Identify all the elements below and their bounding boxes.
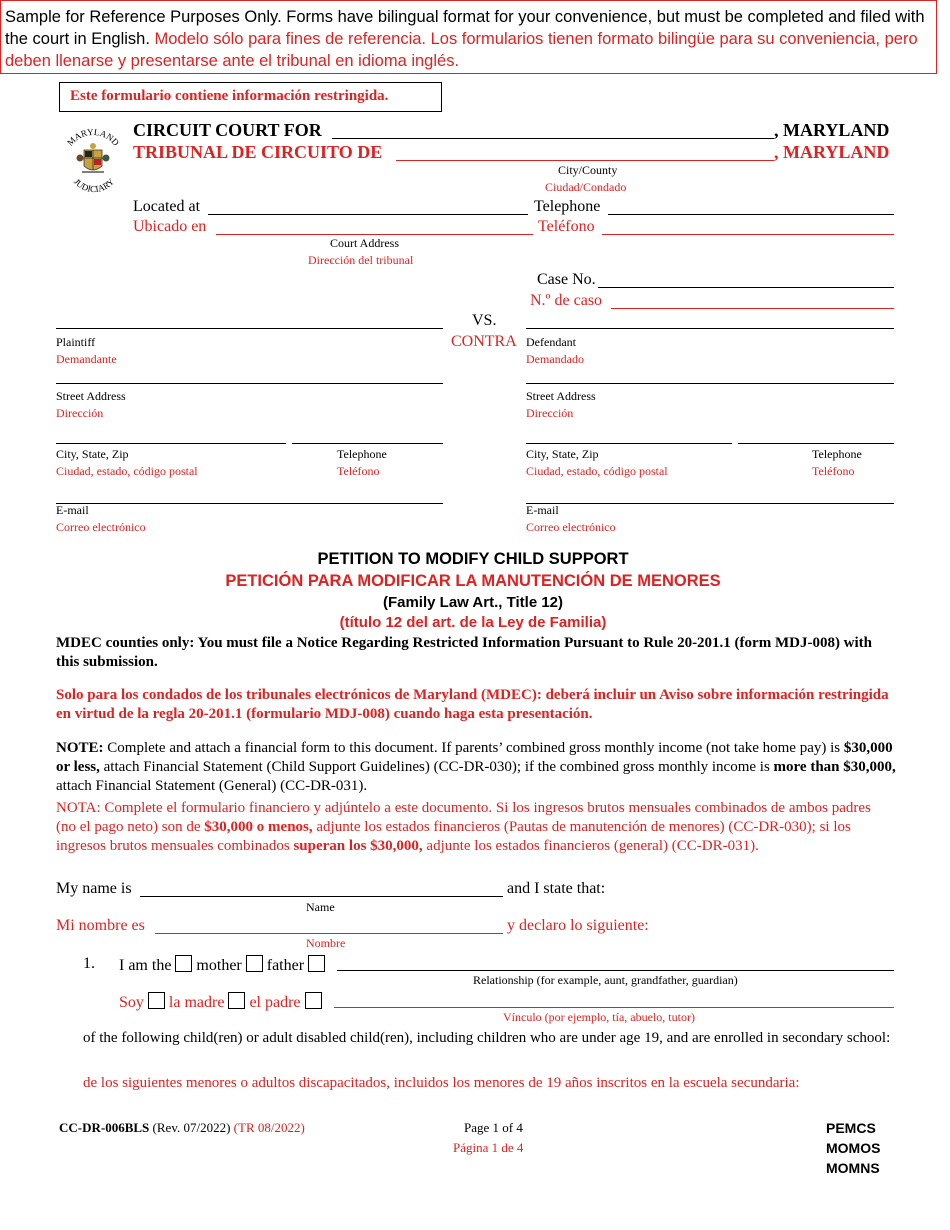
mother-label-es: la madre	[168, 994, 225, 1011]
defendant-email-line[interactable]	[526, 503, 894, 504]
defendant-caption: Defendant	[526, 335, 576, 349]
father-label: father	[266, 957, 305, 974]
relationship-caption-es: Vínculo (por ejemplo, tía, abuelo, tutor)	[503, 1010, 695, 1024]
footer-code: PEMCS	[826, 1120, 876, 1136]
court-address-caption: Court Address	[330, 236, 399, 250]
defendant-phone-caption: Telephone	[812, 447, 862, 461]
plaintiff-caption: Plaintiff	[56, 335, 96, 349]
name-line[interactable]	[140, 896, 503, 897]
state-that-label-es: y declaro lo siguiente:	[507, 917, 649, 934]
name-caption-es: Nombre	[306, 936, 346, 950]
relationship-line[interactable]	[337, 970, 894, 971]
other-relationship-checkbox[interactable]	[308, 955, 325, 972]
note-en-text-1: Complete and attach a financial form to this document. If parents’ combined gross monthly income (not take home pay) is	[103, 740, 844, 756]
note-en-bold-2: more than $30,000,	[773, 759, 896, 775]
case-number-line[interactable]	[598, 287, 894, 288]
footer-form-id	[59, 1120, 305, 1136]
defendant-city-line[interactable]	[526, 443, 732, 444]
note-es-bold-2: superan los $30,000,	[293, 838, 423, 854]
court-address-caption-es: Dirección del tribunal	[308, 253, 414, 267]
page-number-es: Página 1 de 4	[453, 1140, 524, 1155]
defendant-street-caption: Street Address	[526, 389, 596, 403]
seal-top-text: MARYLAND	[64, 126, 122, 148]
court-label-es: TRIBUNAL DE CIRCUITO DE	[133, 142, 383, 162]
note-en	[56, 739, 896, 796]
form-number: CC-DR-006BLS	[59, 1120, 150, 1135]
defendant-phone-line[interactable]	[738, 443, 894, 444]
court-state-en: , MARYLAND	[774, 120, 890, 140]
page-number: Page 1 of 4	[464, 1120, 523, 1135]
note-es-text-3: adjunte los estados financieros (general) (CC-DR-031).	[422, 838, 759, 854]
father-checkbox[interactable]	[246, 955, 263, 972]
located-label: Located at	[133, 198, 201, 215]
form-subtitle-es: (título 12 del art. de la Ley de Familia)	[339, 614, 607, 631]
plaintiff-email-line[interactable]	[56, 503, 443, 504]
plaintiff-street-line[interactable]	[56, 383, 443, 384]
plaintiff-phone-caption-es: Teléfono	[337, 464, 380, 478]
restricted-info-notice: Este formulario contiene información restringida.	[59, 82, 442, 112]
other-relationship-checkbox-es[interactable]	[305, 992, 322, 1009]
defendant-name-line[interactable]	[526, 328, 894, 329]
banner-spanish: Modelo sólo para fines de referencia. Los formularios tienen formato bilingüe para su conveniencia, pero deben llenarse y presentarse ante el tribunal en idioma inglés.	[5, 30, 918, 70]
note-en-bold-1: $30,000 or less,	[56, 740, 893, 775]
defendant-street-line[interactable]	[526, 383, 894, 384]
court-county-line[interactable]	[332, 138, 774, 139]
defendant-city-caption: City, State, Zip	[526, 447, 599, 461]
state-that-label: and I state that:	[507, 880, 606, 897]
mdec-notice-es: Solo para los condados de los tribunales electrónicos de Maryland (MDEC): deberá incluir un Aviso sobre información restringida en virtud de la regla 20-201.1 (formulario MDJ-008) cuando haga esta presentación.	[56, 687, 889, 722]
form-revision: (Rev. 07/2022)	[152, 1120, 231, 1135]
plaintiff-street-caption-es: Dirección	[56, 406, 104, 420]
relationship-line-es	[334, 1007, 894, 1008]
case-number-line-es	[611, 308, 894, 309]
form-translation-rev: (TR 08/2022)	[233, 1120, 305, 1135]
court-label-en: CIRCUIT COURT FOR	[133, 120, 322, 140]
plaintiff-city-caption-es: Ciudad, estado, código postal	[56, 464, 198, 478]
svg-text:JUDICIARY	[72, 176, 117, 194]
father-checkbox-es[interactable]	[228, 992, 245, 1009]
mother-label: mother	[196, 957, 242, 974]
form-subtitle-en: (Family Law Art., Title 12)	[382, 594, 564, 611]
my-name-label-es: Mi nombre es	[56, 917, 145, 934]
note-es-bold-1: $30,000 o menos,	[204, 819, 313, 835]
footer-code: MOMNS	[826, 1160, 880, 1176]
plaintiff-city-line[interactable]	[56, 443, 286, 444]
located-label-es: Ubicado en	[133, 218, 207, 235]
children-text-en: of the following child(ren) or adult disabled child(ren), including children who are under age 19, and are enrolled in secondary school:	[83, 1030, 891, 1046]
court-address-line-es	[216, 234, 533, 235]
city-county-caption-es: Ciudad/Condado	[545, 180, 627, 194]
defendant-city-caption-es: Ciudad, estado, código postal	[526, 464, 668, 478]
note-en-text-2: attach Financial Statement (Child Support Guidelines) (CC-DR-030); if the combined gross monthly income is	[99, 759, 774, 775]
defendant-email-caption: E-mail	[526, 503, 559, 517]
seal-icon	[58, 122, 128, 198]
children-text-es: de los siguientes menores o adultos discapacitados, incluidos los menores de 19 años inscritos en la escuela secundaria:	[83, 1075, 800, 1091]
item-1-number: 1.	[83, 955, 95, 972]
plaintiff-name-line[interactable]	[56, 328, 443, 329]
defendant-street-caption-es: Dirección	[526, 406, 574, 420]
maryland-judiciary-seal	[58, 122, 128, 198]
plaintiff-email-caption-es: Correo electrónico	[56, 520, 146, 534]
mdec-notice-en: MDEC counties only: You must file a Notice Regarding Restricted Information Pursuant to Rule 20-201.1 (form MDJ-008) with this submission.	[56, 635, 873, 670]
court-state-es: , MARYLAND	[774, 142, 890, 162]
city-county-caption: City/County	[558, 163, 618, 177]
court-phone-line-es	[602, 234, 894, 235]
soy-label: Soy	[119, 994, 144, 1011]
court-county-line-es	[396, 160, 774, 161]
vs-label: VS.	[472, 312, 497, 329]
father-label-es: el padre	[249, 994, 301, 1011]
item-1-en-row	[119, 955, 325, 975]
banner-english: Sample for Reference Purposes Only. Forms have bilingual format for your convenience, but must be completed and filed with the court in English.	[5, 8, 925, 48]
footer-code: MOMOS	[826, 1140, 881, 1156]
plaintiff-street-caption: Street Address	[56, 389, 126, 403]
item-1-es-row	[119, 992, 322, 1012]
note-es-text-1: Complete el formulario financiero y adjúntelo a este documento. Si los ingresos brutos mensuales combinados de ambos padres (no el pago neto) son de	[56, 800, 871, 835]
plaintiff-city-caption: City, State, Zip	[56, 447, 129, 461]
court-phone-line[interactable]	[608, 214, 894, 215]
note-es	[56, 799, 876, 856]
case-number-label: Case No.	[537, 271, 596, 288]
defendant-caption-es: Demandado	[526, 352, 584, 366]
seal-bottom-text: JUDICIARY	[71, 176, 117, 195]
name-caption: Name	[306, 900, 335, 914]
note-es-label: NOTA:	[56, 800, 101, 816]
defendant-email-caption-es: Correo electrónico	[526, 520, 616, 534]
defendant-phone-caption-es: Teléfono	[812, 464, 855, 478]
note-es-text-2: adjunte los estados financieros (Pautas de manutención de menores) (CC-DR-030); si los ingresos brutos mensuales combinados	[56, 819, 851, 854]
reference-banner	[0, 0, 937, 74]
vs-label-es: CONTRA	[451, 333, 517, 350]
form-title-es: PETICIÓN PARA MODIFICAR LA MANUTENCIÓN DE MENORES	[225, 572, 721, 590]
my-name-label: My name is	[56, 880, 132, 897]
plaintiff-phone-line[interactable]	[292, 443, 443, 444]
court-phone-label-es: Teléfono	[538, 218, 595, 235]
relationship-caption: Relationship (for example, aunt, grandfather, guardian)	[473, 973, 738, 987]
case-number-label-es: N.º de caso	[530, 292, 603, 309]
note-en-text-3: attach Financial Statement (General) (CC-DR-031).	[56, 778, 368, 794]
plaintiff-caption-es: Demandante	[56, 352, 117, 366]
plaintiff-email-caption: E-mail	[56, 503, 89, 517]
mother-checkbox[interactable]	[175, 955, 192, 972]
plaintiff-phone-caption: Telephone	[337, 447, 387, 461]
footer-codes	[826, 1118, 880, 1178]
court-phone-label: Telephone	[534, 198, 601, 215]
mother-checkbox-es[interactable]	[148, 992, 165, 1009]
note-en-label: NOTE:	[56, 740, 104, 756]
i-am-the-label: I am the	[119, 957, 172, 974]
form-title-en: PETITION TO MODIFY CHILD SUPPORT	[317, 550, 629, 568]
court-address-line[interactable]	[208, 214, 528, 215]
name-line-es	[155, 933, 503, 934]
